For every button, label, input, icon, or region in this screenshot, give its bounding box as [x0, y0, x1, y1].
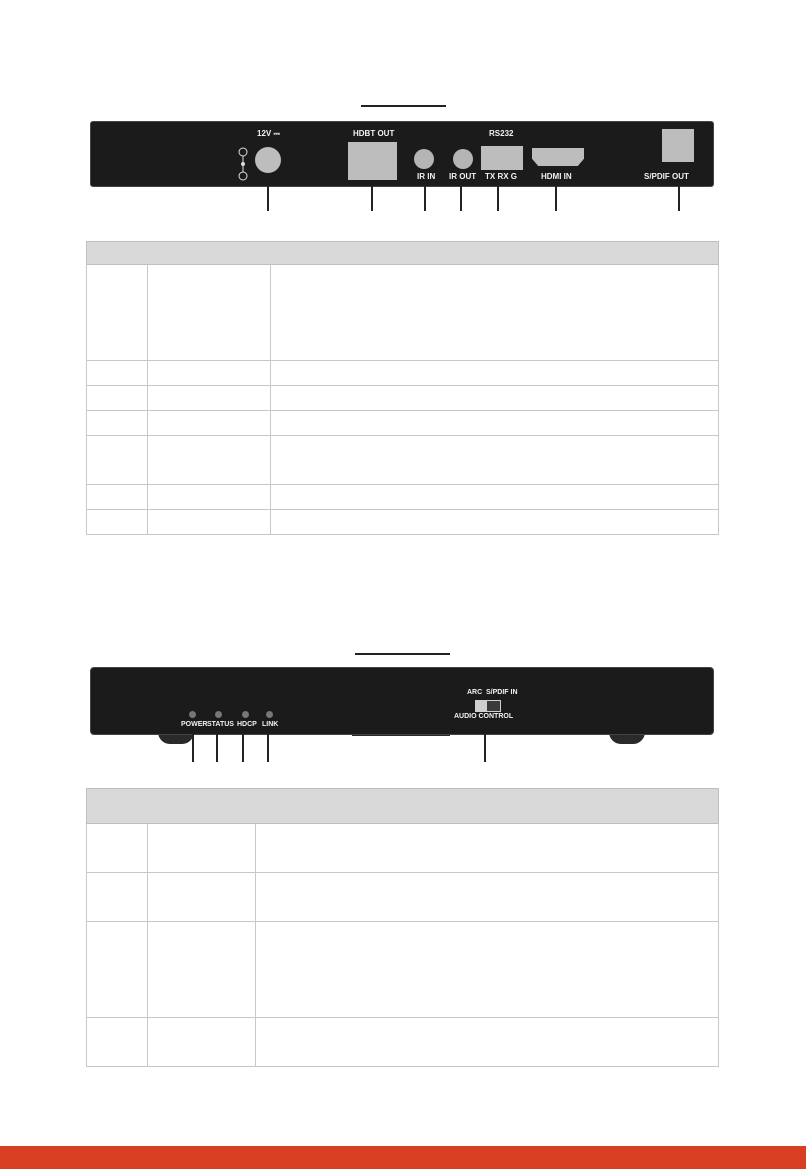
hdcp-label: HDCP: [237, 721, 257, 728]
front-panel-title-rule: [355, 653, 450, 655]
callout-line: [267, 733, 269, 762]
dc-power-jack: [255, 147, 281, 173]
ir-out-label: IR OUT: [449, 172, 477, 181]
hdmi-in-label: HDMI IN: [541, 172, 572, 181]
hdcp-led: [242, 711, 249, 718]
callout-line: [371, 185, 373, 211]
status-label: STATUS: [207, 721, 234, 728]
arc-label: ARC: [467, 689, 483, 696]
callout-line: [242, 733, 244, 762]
table-row: [87, 485, 719, 510]
callout-line: [497, 185, 499, 211]
polarity-icon: [238, 146, 248, 182]
callout-line: [460, 185, 462, 211]
table-header-row: [87, 242, 719, 265]
rear-panel-title-rule: [361, 105, 446, 107]
callout-line: [678, 185, 680, 211]
rear-panel-illustration: [90, 121, 714, 187]
rear-panel-table: [86, 241, 719, 535]
hdbt-out-label: HDBT OUT: [353, 129, 395, 138]
rs232-label: RS232: [489, 129, 514, 138]
link-label: LINK: [262, 721, 279, 728]
table-row: [87, 411, 719, 436]
table-row: [87, 436, 719, 485]
link-led: [266, 711, 273, 718]
audio-switch-knob: [476, 701, 487, 711]
spdif-in-label: S/PDIF IN: [486, 689, 518, 696]
callout-line: [267, 185, 269, 211]
rs232-terminal: [481, 146, 523, 170]
table-row: [87, 922, 719, 1018]
table-header-row: [87, 789, 719, 824]
table-row: [87, 386, 719, 411]
table-header-cell: [87, 242, 719, 265]
callout-line: [424, 185, 426, 211]
front-panel-illustration: [90, 667, 714, 735]
table-header-cell: [87, 789, 719, 824]
table-row: [87, 265, 719, 361]
spdif-out-port: [662, 129, 694, 162]
hdbt-out-port: [348, 142, 397, 180]
table-row: [87, 873, 719, 922]
audio-control-switch[interactable]: [475, 700, 501, 712]
callout-line: [555, 185, 557, 211]
footer-bar: [0, 1146, 806, 1169]
dc-power-label: 12V ⎓: [257, 129, 280, 138]
table-row: [87, 1018, 719, 1067]
power-label: POWER: [181, 721, 208, 728]
hdmi-in-port: [532, 148, 584, 166]
table-row: [87, 361, 719, 386]
status-led: [215, 711, 222, 718]
rs232-pins-label: TX RX G: [485, 172, 518, 181]
callout-line: [484, 733, 486, 762]
front-panel-table: [86, 788, 719, 1067]
callout-line: [216, 733, 218, 762]
ir-in-jack: [414, 149, 434, 169]
spdif-out-label: S/PDIF OUT: [644, 172, 689, 181]
table-row: [87, 510, 719, 535]
ir-out-jack: [453, 149, 473, 169]
ir-in-label: IR IN: [417, 172, 436, 181]
table-row: [87, 824, 719, 873]
callout-line: [192, 733, 194, 762]
power-led: [189, 711, 196, 718]
audio-control-label: AUDIO CONTROL: [454, 713, 514, 720]
